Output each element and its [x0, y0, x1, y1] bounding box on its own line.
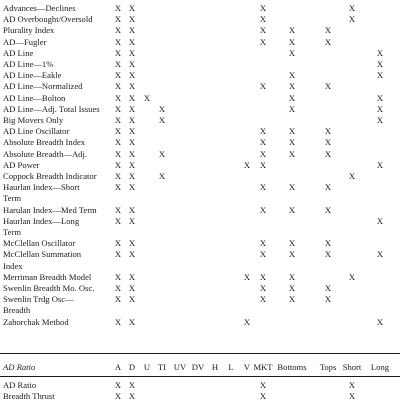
- x-mark: X: [128, 103, 136, 114]
- table-row: [0, 149, 400, 160]
- x-mark: X: [114, 36, 122, 47]
- indicator-name: Zahorchak Method: [3, 316, 69, 327]
- x-mark: X: [376, 47, 384, 58]
- x-mark: X: [288, 204, 296, 215]
- x-mark: X: [324, 249, 332, 260]
- x-mark: X: [114, 238, 122, 249]
- table-row: [0, 59, 400, 70]
- table-row: [0, 37, 400, 48]
- x-mark: X: [324, 81, 332, 92]
- indicator-name: Breadth: [3, 305, 31, 316]
- table-row: [0, 249, 400, 260]
- table-row: [0, 317, 400, 328]
- x-mark: X: [288, 294, 296, 305]
- x-mark: X: [324, 283, 332, 293]
- column-header: DV: [191, 362, 205, 372]
- x-mark: X: [114, 271, 122, 282]
- indicator-name: Haurlan Index—Long: [3, 215, 80, 226]
- table-row: [0, 160, 400, 171]
- x-mark: X: [288, 137, 296, 148]
- column-header: Short: [342, 362, 362, 372]
- x-mark: X: [158, 148, 166, 159]
- x-mark: X: [158, 103, 166, 114]
- x-mark: X: [288, 126, 296, 137]
- x-mark: X: [288, 182, 296, 193]
- x-mark: X: [114, 92, 122, 103]
- x-mark: X: [128, 70, 136, 81]
- x-mark: X: [288, 92, 296, 103]
- indicator-name: Swenlin Breadth Mo. Osc.: [3, 283, 95, 293]
- indicator-name: Harulan Index—Med Term: [3, 204, 97, 215]
- indicator-name: AD Overbought/Oversold: [3, 14, 93, 25]
- column-header: TI: [157, 362, 167, 372]
- table-row: [0, 283, 400, 294]
- table-row: [0, 115, 400, 126]
- x-mark: X: [324, 182, 332, 193]
- indicator-name: Coppock Breadth Indicator: [3, 171, 97, 181]
- x-mark: X: [376, 316, 384, 327]
- x-mark: X: [128, 3, 136, 13]
- x-mark: X: [259, 283, 267, 293]
- table-row: [0, 48, 400, 59]
- section-header: [0, 362, 400, 373]
- table-row: [0, 182, 400, 193]
- indicator-name: AD Ratio: [3, 380, 37, 390]
- table-row: [0, 70, 400, 81]
- indicator-name: AD Line—1%: [3, 59, 54, 69]
- indicator-name: Haurlan Index—Short: [3, 182, 80, 193]
- x-mark: X: [259, 294, 267, 305]
- x-mark: X: [376, 59, 384, 69]
- x-mark: X: [243, 159, 251, 170]
- x-mark: X: [114, 148, 122, 159]
- x-mark: X: [259, 204, 267, 215]
- x-mark: X: [114, 391, 122, 402]
- x-mark: X: [324, 148, 332, 159]
- x-mark: X: [376, 70, 384, 81]
- indicator-name: Breadth Thrust: [3, 391, 55, 402]
- table-row: [0, 137, 400, 148]
- x-mark: X: [324, 204, 332, 215]
- x-mark: X: [128, 14, 136, 25]
- x-mark: X: [114, 103, 122, 114]
- x-mark: X: [114, 215, 122, 226]
- indicator-name: AD Line—Normalized: [3, 81, 83, 92]
- table-row: [0, 104, 400, 115]
- section-rule: [0, 353, 400, 354]
- x-mark: X: [376, 103, 384, 114]
- x-mark: X: [376, 92, 384, 103]
- x-mark: X: [288, 25, 296, 36]
- x-mark: X: [128, 59, 136, 69]
- indicator-name: AD Line—Bolton: [3, 92, 66, 103]
- x-mark: X: [259, 271, 267, 282]
- indicator-name: Index: [3, 260, 23, 271]
- x-mark: X: [128, 137, 136, 148]
- indicator-name: AD Line: [3, 47, 34, 58]
- x-mark: X: [158, 171, 166, 181]
- column-header: D: [128, 362, 136, 372]
- x-mark: X: [259, 238, 267, 249]
- table-row: [0, 126, 400, 137]
- x-mark: X: [128, 238, 136, 249]
- x-mark: X: [128, 36, 136, 47]
- x-mark: X: [348, 380, 356, 390]
- table-row: [0, 305, 400, 316]
- x-mark: X: [259, 249, 267, 260]
- x-mark: X: [128, 271, 136, 282]
- x-mark: X: [128, 249, 136, 260]
- x-mark: X: [348, 14, 356, 25]
- table-row: [0, 238, 400, 249]
- x-mark: X: [128, 126, 136, 137]
- x-mark: X: [128, 294, 136, 305]
- table-row: [0, 227, 400, 238]
- x-mark: X: [288, 103, 296, 114]
- x-mark: X: [324, 126, 332, 137]
- x-mark: X: [114, 59, 122, 69]
- table-row: [0, 171, 400, 182]
- table-row: [0, 93, 400, 104]
- x-mark: X: [114, 283, 122, 293]
- header-rule: [0, 376, 400, 377]
- x-mark: X: [259, 182, 267, 193]
- table-row: [0, 391, 400, 402]
- column-header: UV: [173, 362, 187, 372]
- x-mark: X: [128, 316, 136, 327]
- x-mark: X: [158, 115, 166, 125]
- x-mark: X: [324, 137, 332, 148]
- column-header: L: [228, 362, 234, 372]
- x-mark: X: [348, 171, 356, 181]
- x-mark: X: [114, 380, 122, 390]
- section-title: AD Ratio: [3, 362, 36, 372]
- x-mark: X: [348, 3, 356, 13]
- x-mark: X: [376, 215, 384, 226]
- x-mark: X: [288, 70, 296, 81]
- column-header: Bottoms: [277, 362, 307, 372]
- x-mark: X: [288, 283, 296, 293]
- x-mark: X: [128, 204, 136, 215]
- column-header: U: [143, 362, 151, 372]
- table-row: [0, 14, 400, 25]
- x-mark: X: [128, 171, 136, 181]
- x-mark: X: [114, 249, 122, 260]
- x-mark: X: [259, 36, 267, 47]
- indicator-name: AD Power: [3, 159, 40, 170]
- column-header: A: [114, 362, 122, 372]
- x-mark: X: [114, 171, 122, 181]
- x-mark: X: [128, 47, 136, 58]
- column-header: Tops: [319, 362, 337, 372]
- table-row: [0, 380, 400, 391]
- table-row: [0, 3, 400, 14]
- indicator-name: Term: [3, 193, 22, 204]
- x-mark: X: [114, 115, 122, 125]
- x-mark: X: [288, 148, 296, 159]
- x-mark: X: [143, 92, 151, 103]
- indicator-name: AD Line—Adj. Total Issues: [3, 103, 100, 114]
- x-mark: X: [114, 159, 122, 170]
- x-mark: X: [259, 14, 267, 25]
- x-mark: X: [128, 182, 136, 193]
- x-mark: X: [259, 25, 267, 36]
- x-mark: X: [259, 148, 267, 159]
- indicator-name: Absolute Breadth—Adj.: [3, 148, 88, 159]
- indicator-name: Term: [3, 227, 22, 237]
- x-mark: X: [128, 159, 136, 170]
- table-row: [0, 205, 400, 216]
- table-row: [0, 294, 400, 305]
- x-mark: X: [128, 25, 136, 36]
- x-mark: X: [243, 271, 251, 282]
- indicator-name: Big Movers Only: [3, 115, 64, 125]
- x-mark: X: [376, 115, 384, 125]
- indicator-name: AD Line—Eakle: [3, 70, 62, 81]
- indicator-name: Advances—Declines: [3, 3, 76, 13]
- indicator-name: AD—Fugler: [3, 36, 47, 47]
- x-mark: X: [128, 380, 136, 390]
- column-header: V: [243, 362, 251, 372]
- x-mark: X: [288, 36, 296, 47]
- x-mark: X: [114, 126, 122, 137]
- x-mark: X: [348, 271, 356, 282]
- table-row: [0, 261, 400, 272]
- x-mark: X: [259, 137, 267, 148]
- table-row: [0, 272, 400, 283]
- table-row: [0, 216, 400, 227]
- x-mark: X: [288, 47, 296, 58]
- x-mark: X: [376, 249, 384, 260]
- x-mark: X: [128, 215, 136, 226]
- x-mark: X: [114, 204, 122, 215]
- x-mark: X: [259, 126, 267, 137]
- x-mark: X: [114, 70, 122, 81]
- x-mark: X: [128, 81, 136, 92]
- indicator-name: Plurality Index: [3, 25, 55, 36]
- x-mark: X: [288, 81, 296, 92]
- indicator-name: Merriman Breadth Model: [3, 271, 92, 282]
- x-mark: X: [114, 47, 122, 58]
- x-mark: X: [128, 391, 136, 402]
- x-mark: X: [259, 391, 267, 402]
- x-mark: X: [259, 380, 267, 390]
- x-mark: X: [114, 3, 122, 13]
- x-mark: X: [114, 294, 122, 305]
- x-mark: X: [288, 238, 296, 249]
- indicator-name: Swenlin Trdg Osc—: [3, 294, 74, 305]
- x-mark: X: [114, 25, 122, 36]
- x-mark: X: [259, 81, 267, 92]
- x-mark: X: [288, 249, 296, 260]
- x-mark: X: [114, 182, 122, 193]
- x-mark: X: [324, 294, 332, 305]
- indicator-name: Absolute Breadth Index: [3, 137, 86, 148]
- x-mark: X: [114, 14, 122, 25]
- x-mark: X: [114, 81, 122, 92]
- indicator-name: McClellan Summation: [3, 249, 82, 260]
- x-mark: X: [128, 115, 136, 125]
- column-header: MKT: [253, 362, 273, 372]
- table-row: [0, 193, 400, 204]
- column-header: H: [211, 362, 219, 372]
- table-row: [0, 25, 400, 36]
- x-mark: X: [324, 36, 332, 47]
- x-mark: X: [348, 391, 356, 402]
- x-mark: X: [259, 3, 267, 13]
- x-mark: X: [128, 283, 136, 293]
- x-mark: X: [114, 316, 122, 327]
- x-mark: X: [324, 25, 332, 36]
- x-mark: X: [288, 271, 296, 282]
- x-mark: X: [376, 159, 384, 170]
- indicator-name: McClellan Oscillator: [3, 238, 76, 249]
- x-mark: X: [243, 316, 251, 327]
- indicator-name: AD Line Oscillator: [3, 126, 70, 137]
- x-mark: X: [259, 159, 267, 170]
- table-row: [0, 81, 400, 92]
- x-mark: X: [114, 137, 122, 148]
- x-mark: X: [324, 238, 332, 249]
- x-mark: X: [128, 92, 136, 103]
- column-header: Long: [370, 362, 390, 372]
- x-mark: X: [128, 148, 136, 159]
